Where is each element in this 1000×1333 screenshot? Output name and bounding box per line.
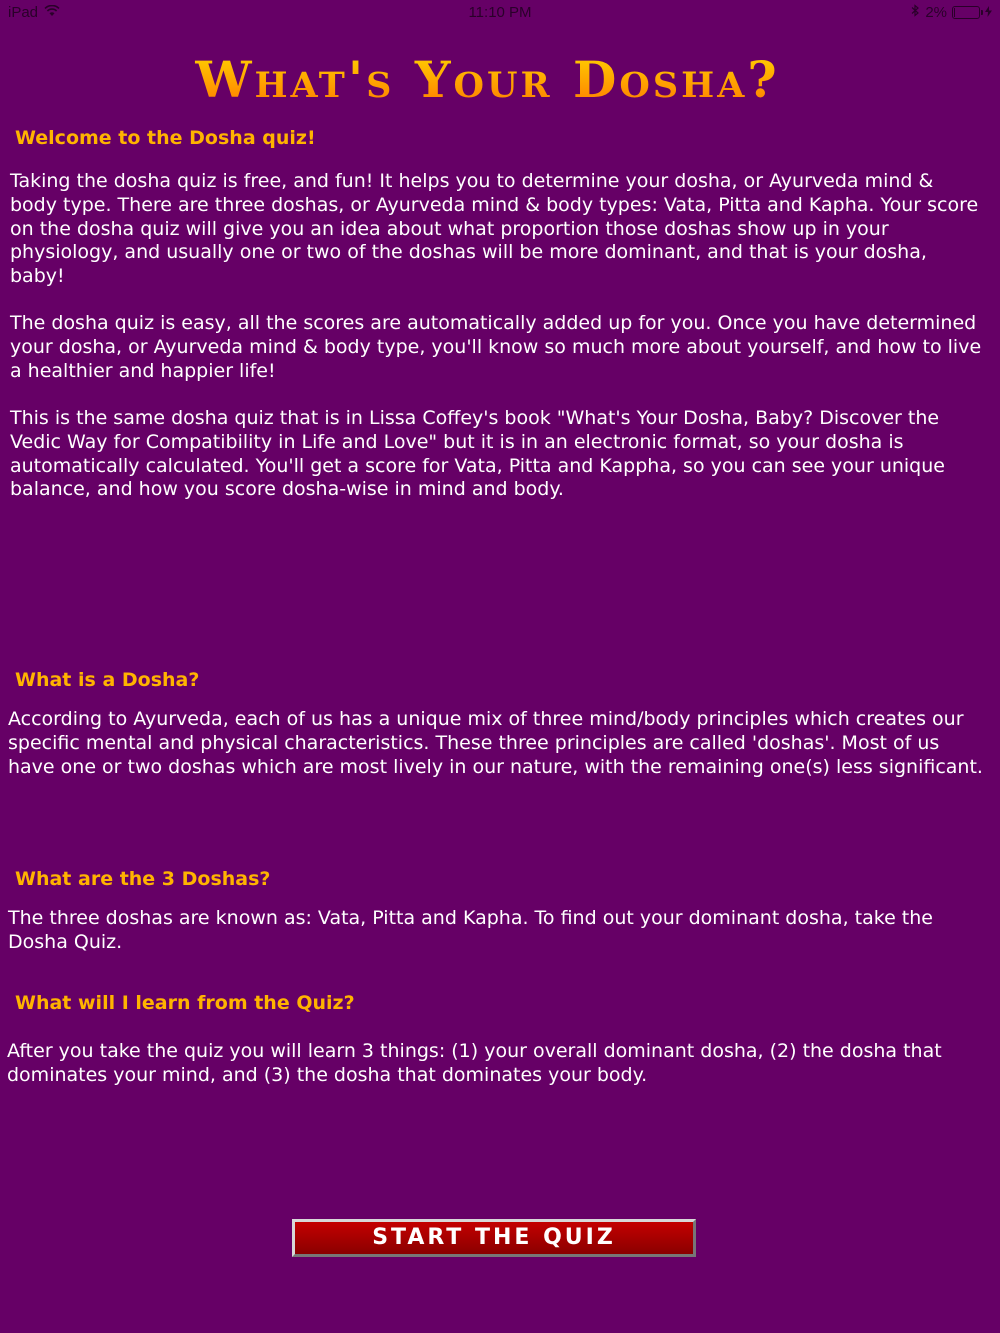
welcome-text-1: Taking the dosha quiz is free, and fun! It helps you to determine your dosha, or Ayurveda mind & body type. There are three doshas, or Ayurveda mind & body types: Vata, Pitta and Kapha. Your score on the dosha quiz will give you an idea about what proportion those doshas show up in your physiology, and usually one or two of the doshas will be more dominant, and that is your dosha, baby!	[10, 170, 979, 288]
welcome-section	[10, 125, 985, 151]
welcome-heading: Welcome to the Dosha quiz!	[15, 127, 316, 149]
status-bar	[0, 0, 1000, 26]
welcome-paragraph-2	[10, 312, 985, 383]
device-name: iPad	[8, 4, 39, 21]
learn-text: After you take the quiz you will learn 3 things: (1) your overall dominant dosha, (2) the dosha that dominates your mind, and (3) the dosha that dominates your body.	[7, 1040, 942, 1086]
what-is-section	[10, 667, 985, 693]
three-doshas-paragraph	[8, 907, 983, 955]
status-time: 11:10 PM	[468, 4, 532, 21]
status-right	[911, 4, 992, 21]
page-title: What's Your Dosha?	[0, 52, 975, 108]
charging-bolt-icon	[985, 4, 992, 21]
what-is-paragraph	[8, 708, 983, 779]
three-doshas-heading: What are the 3 Doshas?	[15, 868, 271, 890]
battery-percent: 2%	[925, 4, 947, 21]
learn-paragraph	[7, 1040, 992, 1088]
learn-section	[10, 990, 985, 1016]
battery-icon	[952, 6, 980, 19]
learn-heading: What will I learn from the Quiz?	[15, 992, 355, 1014]
welcome-paragraph-3	[10, 407, 985, 502]
three-doshas-section	[10, 866, 985, 892]
welcome-text-3: This is the same dosha quiz that is in Lissa Coffey's book "What's Your Dosha, Baby? Discover the Vedic Way for Compatibility in Life and Love" but it is in an electronic format, so your dosha is automatically calculated. You'll get a score for Vata, Pitta and Kappha, so you can see your unique balance, and how you score dosha-wise in mind and body.	[10, 407, 945, 501]
three-doshas-text: The three doshas are known as: Vata, Pitta and Kapha. To find out your dominant dosha, take the Dosha Quiz.	[8, 907, 933, 953]
what-is-heading: What is a Dosha?	[15, 669, 200, 691]
what-is-text: According to Ayurveda, each of us has a unique mix of three mind/body principles which creates our specific mental and physical characteristics. These three principles are called 'doshas'. Most of us have one or two doshas which are most lively in our nature, with the remaining one(s) less significant.	[8, 708, 983, 778]
welcome-text-2: The dosha quiz is easy, all the scores are automatically added up for you. Once you have determined your dosha, or Ayurveda mind & body type, you'll know so much more about yourself, and how to live a healthier and happier life!	[10, 312, 982, 382]
battery-level	[954, 8, 955, 17]
welcome-paragraph-1	[10, 170, 985, 289]
start-quiz-button[interactable]: START THE QUIZ	[292, 1219, 696, 1257]
bluetooth-icon	[911, 4, 920, 21]
